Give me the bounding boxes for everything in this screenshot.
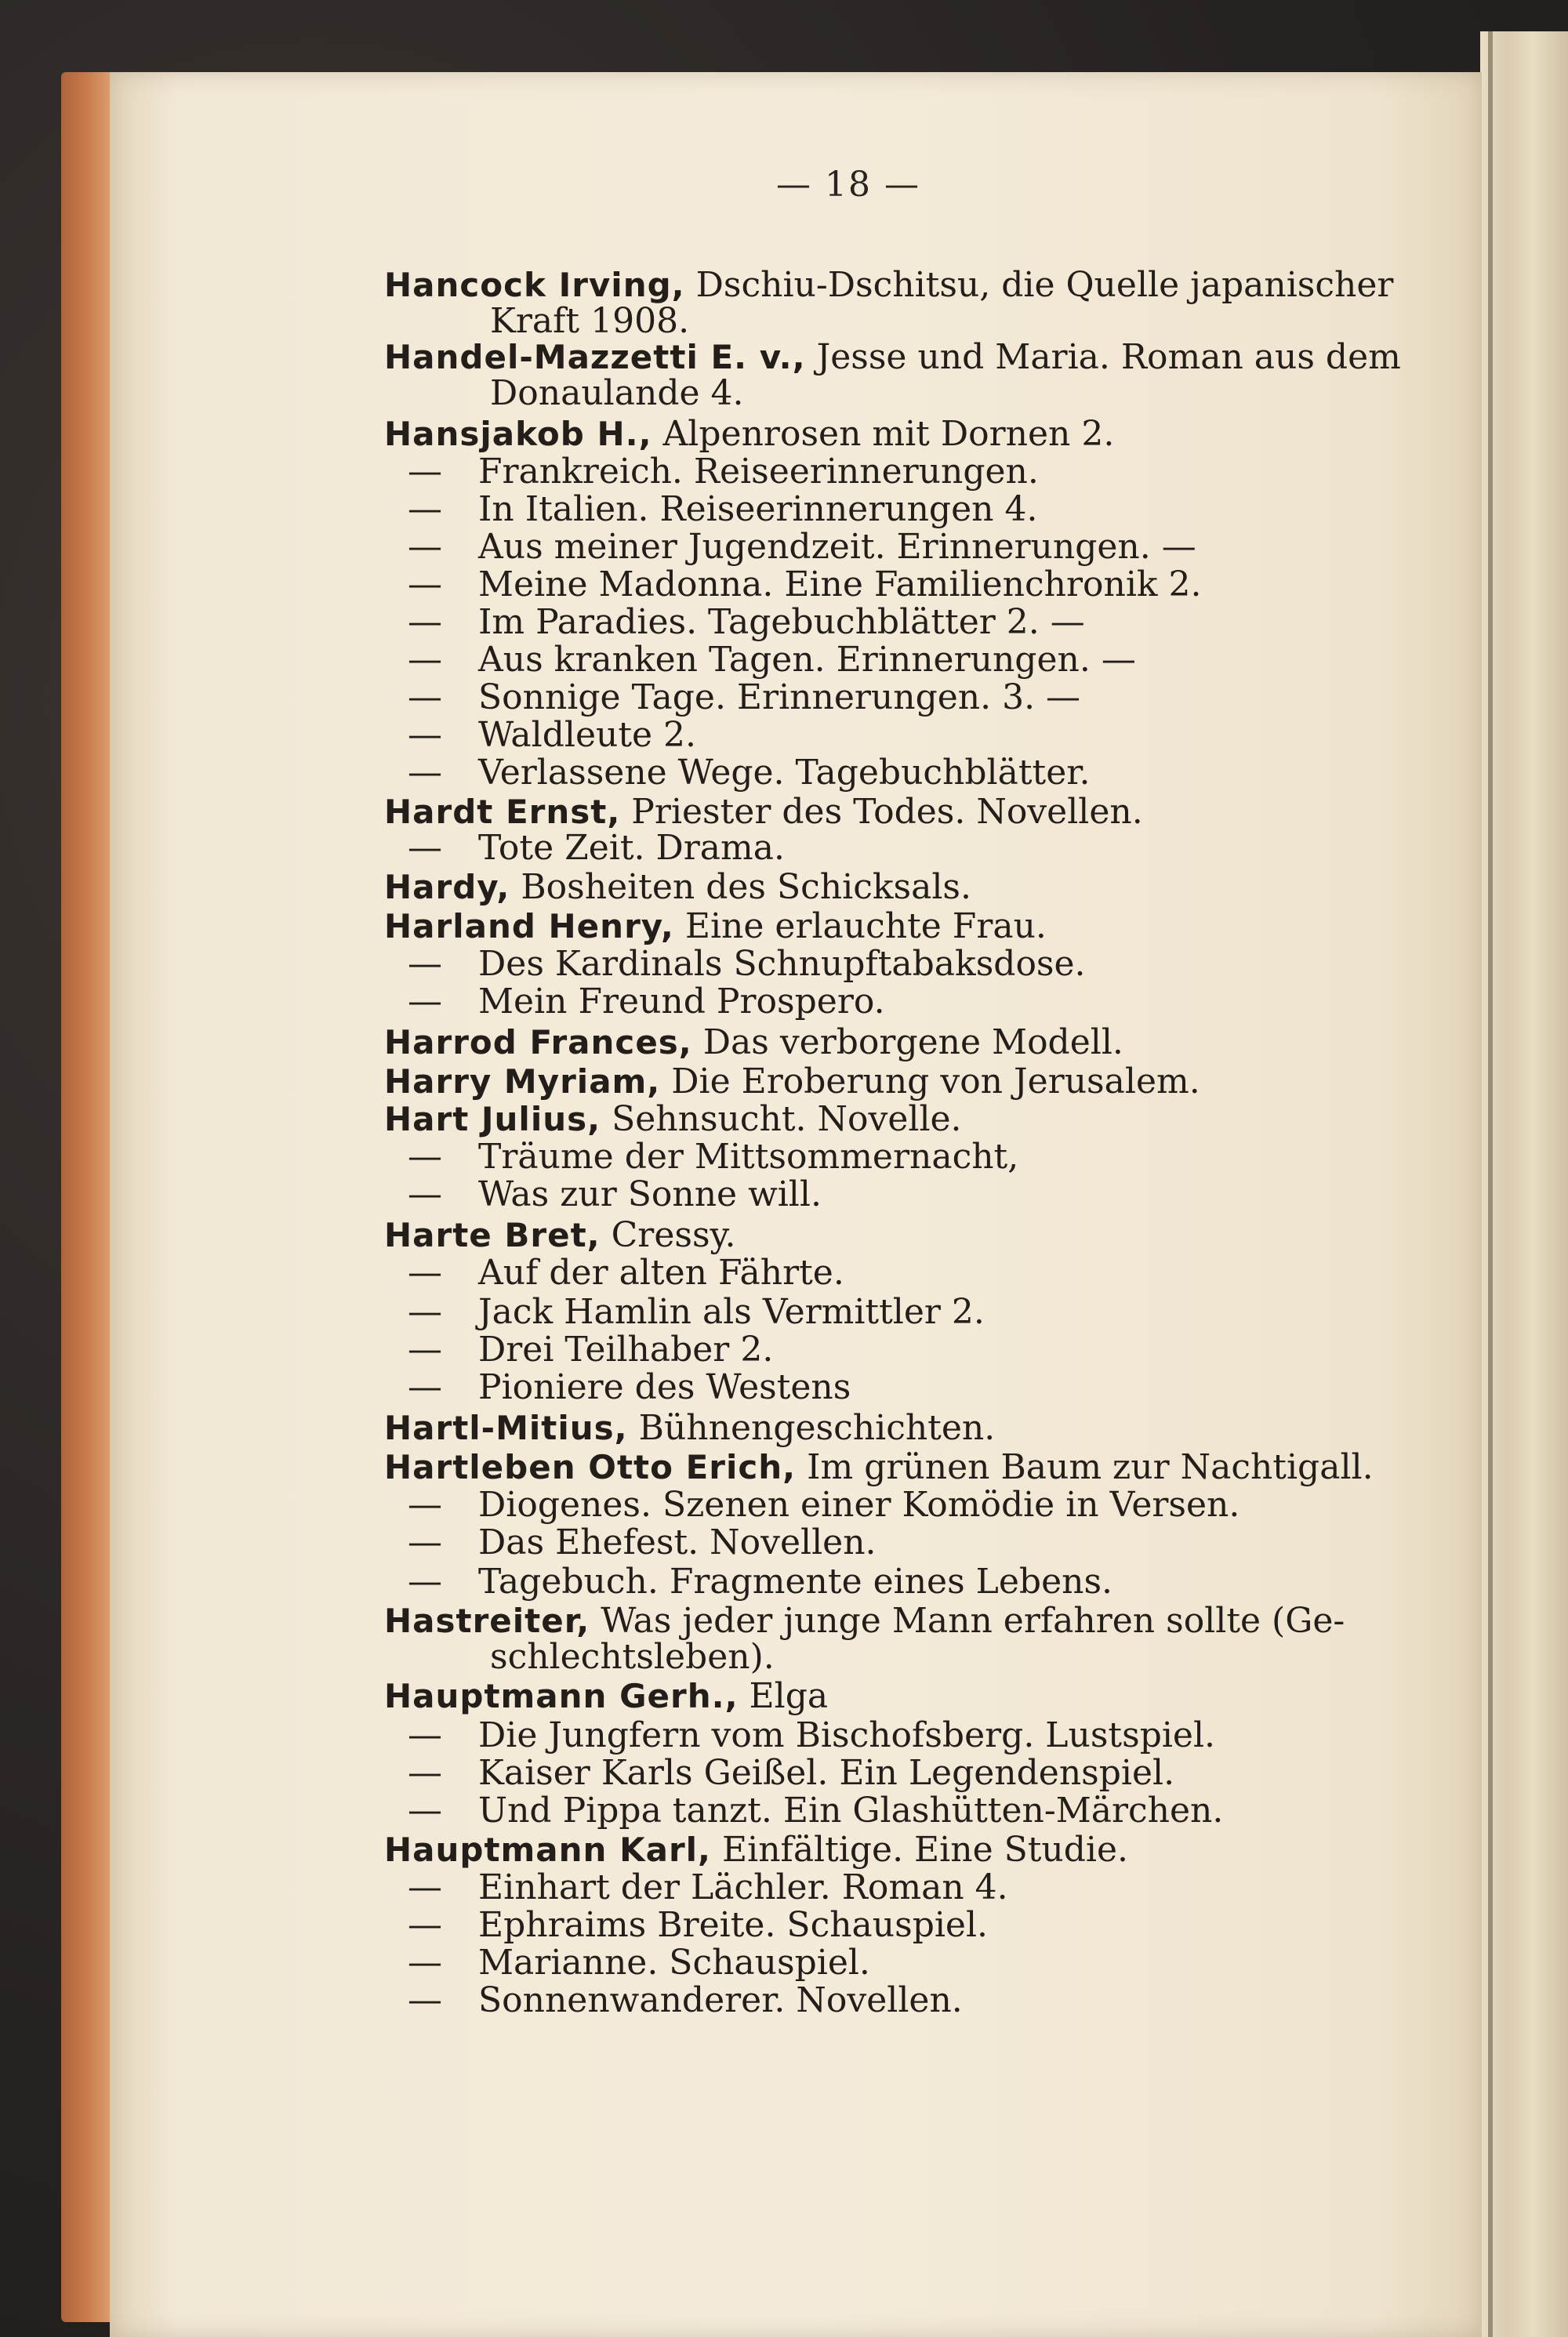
author-entry — [384, 908, 1047, 945]
work-title: Jack Hamlin als Vermittler 2. — [478, 1292, 985, 1332]
work-title: Tote Zeit. Drama. — [478, 828, 785, 868]
ditto-dash: — — [408, 1867, 442, 1907]
work-title: Eine erlauchte Frau. — [673, 906, 1047, 946]
author-entry — [384, 1063, 1200, 1101]
author-name: Harland Henry, — [384, 907, 674, 945]
work-title: Kaiser Karls Geißel. Ein Legendenspiel. — [478, 1753, 1175, 1793]
work-entry — [408, 566, 1202, 604]
work-title: Alpenrosen mit Dornen 2. — [652, 414, 1115, 454]
author-name: Hartl-Mitius, — [384, 1409, 628, 1447]
work-title: Cressy. — [600, 1215, 736, 1255]
author-name: Hastreiter, — [384, 1602, 590, 1640]
work-title: Die Eroberung von Jerusalem. — [660, 1061, 1200, 1101]
author-name: Hauptmann Karl, — [384, 1831, 712, 1869]
work-entry — [408, 1176, 822, 1214]
work-title: In Italien. Reiseerinnerungen 4. — [478, 489, 1038, 529]
work-title: Sonnenwanderer. Novellen. — [478, 1980, 963, 2020]
author-entry — [384, 1101, 962, 1138]
ditto-dash: — — [408, 753, 442, 793]
ditto-dash: — — [408, 1174, 442, 1214]
ditto-dash: — — [408, 1715, 442, 1755]
ditto-dash: — — [408, 1485, 442, 1525]
work-title: Marianne. Schauspiel. — [478, 1943, 870, 1983]
work-entry — [408, 1294, 985, 1331]
work-title: Waldleute 2. — [478, 715, 697, 755]
page-number: — 18 — — [776, 165, 920, 205]
work-entry — [408, 453, 1039, 491]
author-entry — [384, 1602, 1345, 1640]
work-entry — [408, 983, 885, 1021]
author-name: Harrod Frances, — [384, 1023, 692, 1061]
author-entry — [384, 1217, 736, 1254]
work-entry — [408, 679, 1080, 717]
author-name: Handel-Mazzetti E. v., — [384, 338, 806, 376]
work-entry — [408, 1944, 870, 1982]
author-entry — [384, 339, 1401, 376]
work-title: Was zur Sonne will. — [478, 1174, 822, 1214]
continuation-line: Donaulande 4. — [490, 373, 744, 413]
work-title: Des Kardinals Schnupftabaksdose. — [478, 944, 1086, 984]
work-entry — [408, 1254, 844, 1292]
work-title: Drei Teilhaber 2. — [478, 1330, 774, 1370]
work-title: Bosheiten des Schicksals. — [510, 867, 971, 907]
work-title: Pioniere des Westens — [478, 1367, 851, 1407]
author-entry — [384, 1024, 1123, 1061]
ditto-dash: — — [408, 828, 442, 868]
author-entry — [384, 1449, 1374, 1486]
work-entry — [408, 604, 1085, 641]
work-entry — [408, 829, 785, 867]
work-title: Das verborgene Modell. — [691, 1022, 1123, 1062]
ditto-dash: — — [408, 1253, 442, 1293]
work-title: Und Pippa tanzt. Ein Glashütten-Märchen. — [478, 1791, 1224, 1831]
work-title: Jesse und Maria. Roman aus dem — [805, 337, 1401, 377]
ditto-dash: — — [408, 944, 442, 984]
work-title: Träume der Mittsommernacht, — [478, 1137, 1019, 1177]
ditto-dash: — — [408, 1753, 442, 1793]
work-title: Meine Madonna. Eine Familienchronik 2. — [478, 564, 1202, 604]
work-entry — [408, 1524, 877, 1562]
author-entry — [384, 267, 1393, 304]
author-name: Hauptmann Gerh., — [384, 1677, 739, 1715]
ditto-dash: — — [408, 1367, 442, 1407]
work-entry — [408, 1486, 1240, 1524]
work-entry — [408, 754, 1090, 792]
ditto-dash: — — [408, 1330, 442, 1370]
work-title: Frankreich. Reiseerinnerungen. — [478, 452, 1039, 492]
work-title: Was jeder junge Mann erfahren sollte (Ge- — [590, 1601, 1345, 1641]
work-entry — [408, 1717, 1215, 1755]
ditto-dash: — — [408, 715, 442, 755]
continuation-line: schlechtsleben). — [490, 1637, 775, 1677]
work-title: Dschiu-Dschitsu, die Quelle japanischer — [684, 265, 1394, 305]
ditto-dash: — — [408, 489, 442, 529]
work-title: Einhart der Lächler. Roman 4. — [478, 1867, 1008, 1907]
work-title: Verlassene Wege. Tagebuchblätter. — [478, 753, 1091, 793]
author-name: Hardy, — [384, 868, 510, 906]
ditto-dash: — — [408, 640, 442, 680]
ditto-dash: — — [408, 1980, 442, 2020]
work-title: Im grünen Baum zur Nachtigall. — [796, 1447, 1374, 1487]
work-title: Tagebuch. Fragmente eines Lebens. — [478, 1562, 1113, 1602]
author-name: Hardt Ernst, — [384, 793, 621, 831]
author-name: Hart Julius, — [384, 1100, 601, 1138]
work-entry — [408, 1907, 988, 1944]
work-title: Auf der alten Fährte. — [478, 1253, 844, 1293]
author-entry — [384, 1831, 1128, 1869]
work-entry — [408, 1331, 773, 1369]
author-entry — [384, 869, 971, 906]
ditto-dash: — — [408, 1292, 442, 1332]
ditto-dash: — — [408, 1943, 442, 1983]
author-name: Hancock Irving, — [384, 266, 685, 304]
work-title: Bühnengeschichten. — [627, 1408, 996, 1448]
work-entry — [408, 1869, 1008, 1907]
author-entry — [384, 1410, 995, 1447]
ditto-dash: — — [408, 1905, 442, 1945]
ditto-dash: — — [408, 1562, 442, 1602]
author-entry — [384, 416, 1114, 453]
work-title: Im Paradies. Tagebuchblätter 2. — — [478, 602, 1085, 642]
ditto-dash: — — [408, 1791, 442, 1831]
work-entry — [408, 491, 1037, 528]
work-entry — [408, 1755, 1174, 1792]
work-title: Priester des Todes. Novellen. — [620, 792, 1143, 832]
work-entry — [408, 1138, 1018, 1176]
author-name: Harry Myriam, — [384, 1062, 661, 1101]
work-title: Das Ehefest. Novellen. — [478, 1522, 877, 1562]
ditto-dash: — — [408, 982, 442, 1022]
work-title: Aus meiner Jugendzeit. Erinnerungen. — — [478, 527, 1196, 567]
author-name: Hartleben Otto Erich, — [384, 1448, 797, 1486]
work-entry — [408, 1792, 1223, 1830]
work-entry — [408, 641, 1136, 679]
author-name: Harte Bret, — [384, 1216, 601, 1254]
ditto-dash: — — [408, 677, 442, 717]
continuation-line: Kraft 1908. — [490, 301, 690, 341]
author-entry — [384, 793, 1143, 831]
work-entry — [408, 945, 1086, 983]
ditto-dash: — — [408, 452, 442, 492]
work-title: Mein Freund Prospero. — [478, 982, 885, 1022]
work-title: Ephraims Breite. Schauspiel. — [478, 1905, 989, 1945]
work-entry — [408, 1369, 851, 1406]
work-title: Sehnsucht. Novelle. — [601, 1099, 962, 1139]
work-title: Die Jungfern vom Bischofsberg. Lustspiel. — [478, 1715, 1216, 1755]
spine-line — [1488, 31, 1493, 2337]
work-entry — [408, 528, 1196, 566]
ditto-dash: — — [408, 564, 442, 604]
work-title: Sonnige Tage. Erinnerungen. 3. — — [478, 677, 1081, 717]
author-name: Hansjakob H., — [384, 415, 652, 453]
ditto-dash: — — [408, 1137, 442, 1177]
ditto-dash: — — [408, 602, 442, 642]
work-title: Elga — [738, 1676, 829, 1716]
page-edge-right — [1480, 31, 1568, 2337]
work-entry — [408, 1563, 1112, 1601]
work-entry — [408, 717, 696, 754]
work-title: Aus kranken Tagen. Erinnerungen. — — [478, 640, 1136, 680]
work-title: Diogenes. Szenen einer Komödie in Versen. — [478, 1485, 1240, 1525]
work-title: Einfältige. Eine Studie. — [711, 1830, 1129, 1870]
work-entry — [408, 1982, 963, 2019]
ditto-dash: — — [408, 1522, 442, 1562]
ditto-dash: — — [408, 527, 442, 567]
author-entry — [384, 1678, 828, 1715]
